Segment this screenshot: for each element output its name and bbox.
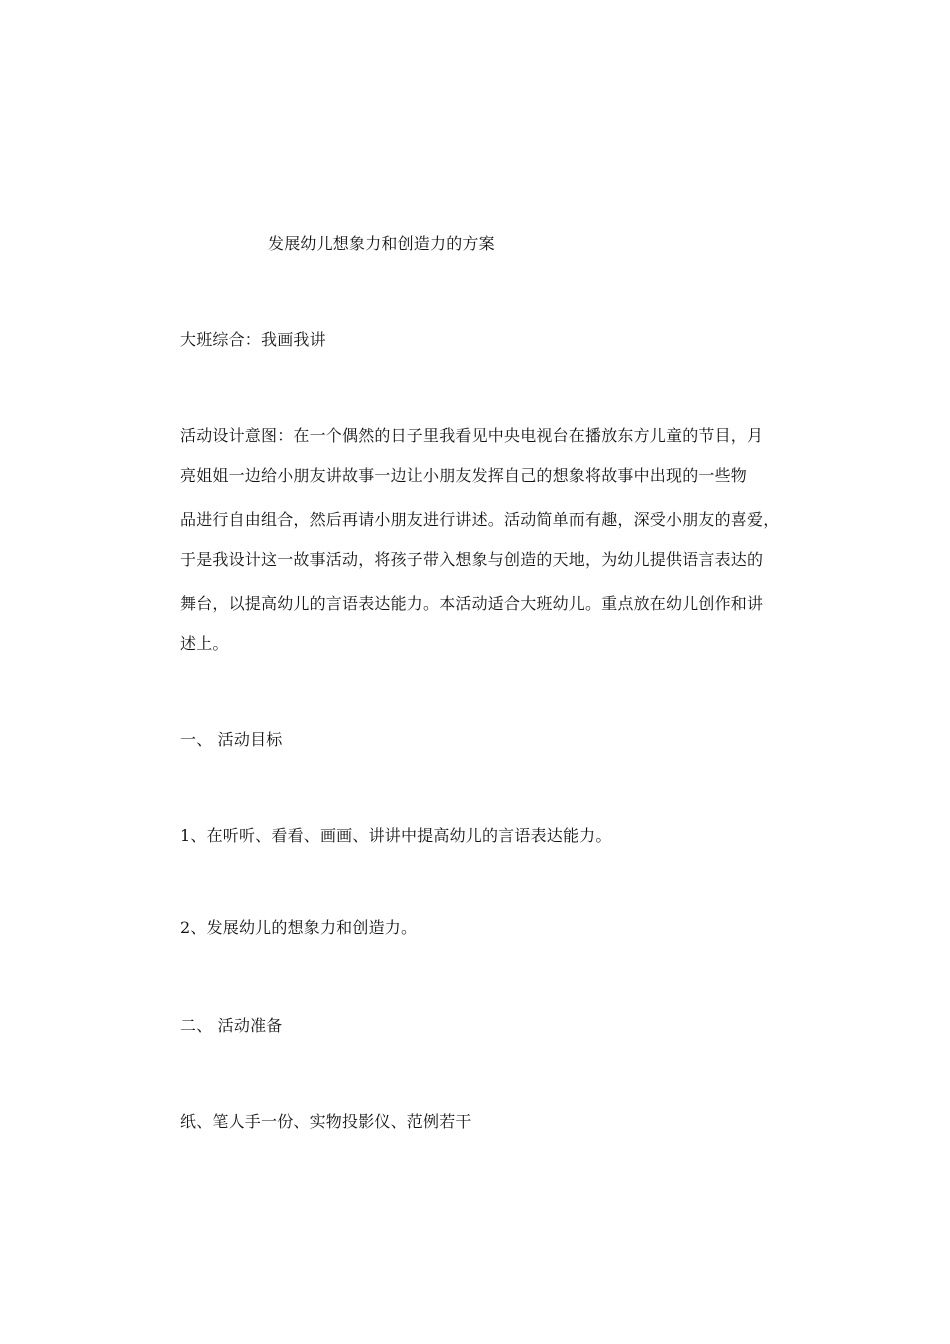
- intro-line: 述上。: [180, 634, 229, 653]
- section-heading-preparation: 二、 活动准备: [180, 1016, 283, 1035]
- document-title: 发展幼儿想象力和创造力的方案: [268, 234, 495, 253]
- objective-item: 2、发展幼儿的想象力和创造力。: [180, 918, 418, 937]
- section-heading-objectives: 一、 活动目标: [180, 730, 283, 749]
- document-subtitle: 大班综合：我画我讲: [180, 330, 326, 349]
- preparation-item: 纸、笔人手一份、实物投影仪、范例若干: [180, 1112, 472, 1131]
- intro-line: 品进行自由组合，然后再请小朋友进行讲述。活动简单而有趣，深受小朋友的喜爱，: [180, 510, 780, 529]
- intro-line: 于是我设计这一故事活动，将孩子带入想象与创造的天地，为幼儿提供语言表达的: [180, 550, 764, 569]
- intro-line: 活动设计意图：在一个偶然的日子里我看见中央电视台在播放东方儿童的节目，月: [180, 426, 764, 445]
- intro-line: 亮姐姐一边给小朋友讲故事一边让小朋友发挥自己的想象将故事中出现的一些物: [180, 466, 748, 485]
- intro-line: 舞台，以提高幼儿的言语表达能力。本活动适合大班幼儿。重点放在幼儿创作和讲: [180, 594, 764, 613]
- objective-item: 1、在听听、看看、画画、讲讲中提高幼儿的言语表达能力。: [180, 826, 612, 845]
